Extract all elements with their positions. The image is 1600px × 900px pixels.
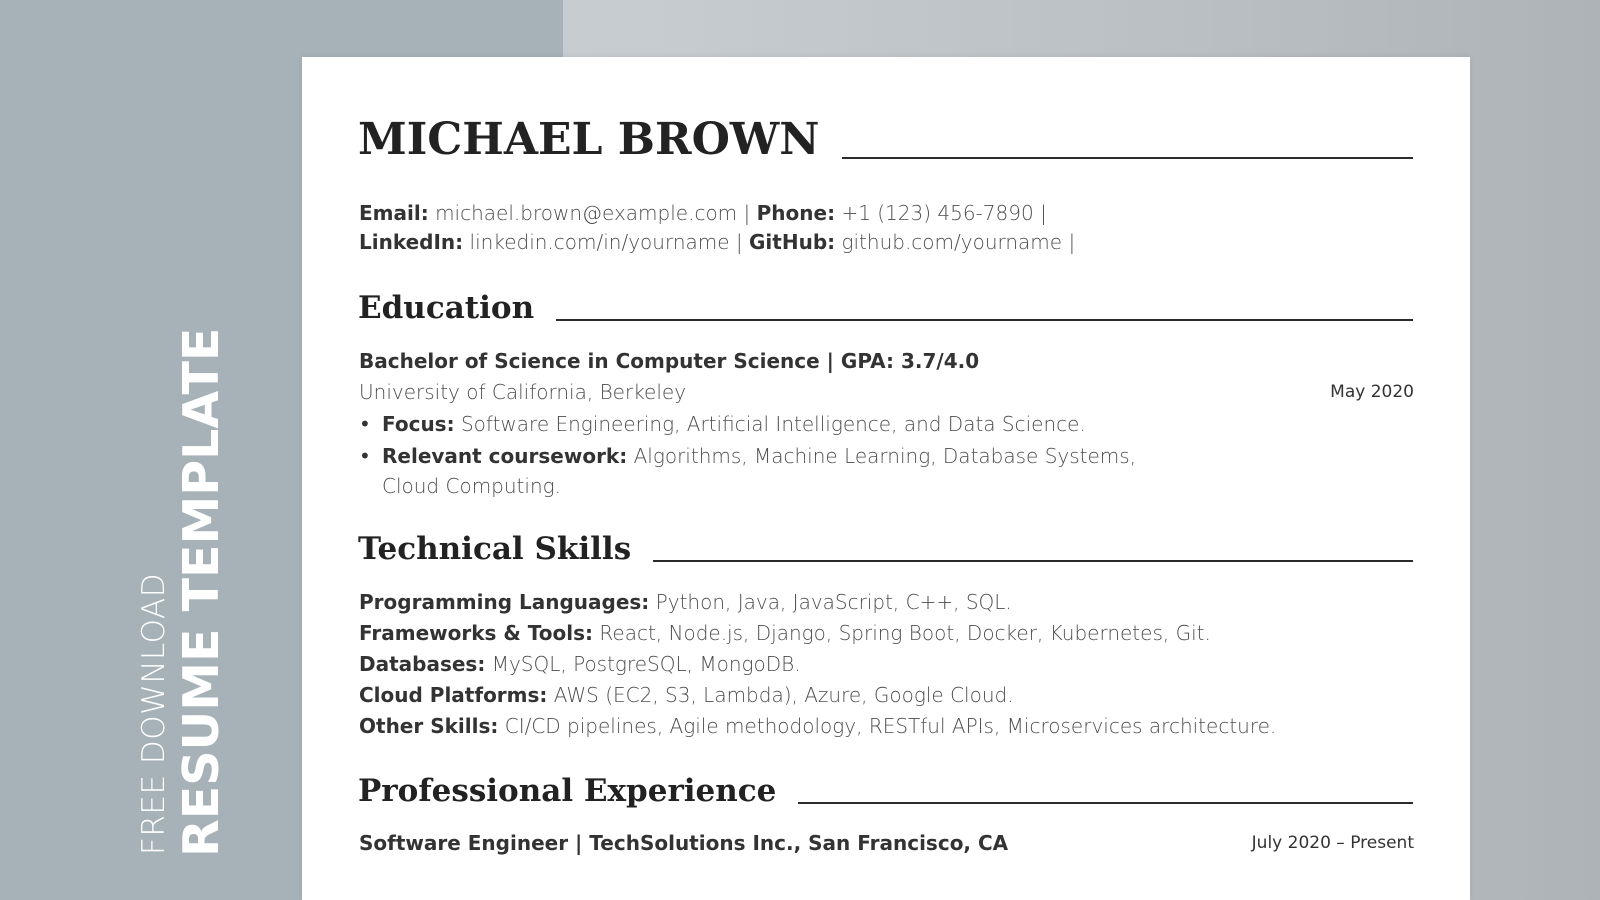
skill-label: Cloud Platforms: [359, 683, 548, 707]
separator: | [743, 201, 751, 225]
name-heading-row [358, 115, 1413, 165]
experience-role: Software Engineer | TechSolutions Inc., San Francisco, CA [359, 831, 1009, 855]
skill-label: Frameworks & Tools: [359, 621, 594, 645]
skill-line [359, 650, 801, 678]
bullet-dot: • [359, 444, 371, 468]
skill-text: AWS (EC2, S3, Lambda), Azure, Google Cloud. [553, 683, 1014, 707]
skill-line [359, 588, 1012, 616]
skills-divider [653, 560, 1413, 562]
skills-heading-row [358, 530, 1413, 568]
experience-heading-row [358, 772, 1413, 810]
contact-line-1 [359, 199, 1047, 227]
skills-title: Technical Skills [358, 531, 632, 567]
skill-line [359, 712, 1276, 740]
bullet-label: Focus: [382, 412, 455, 436]
education-date: May 2020 [1330, 382, 1414, 402]
education-school: University of California, Berkeley [359, 380, 687, 404]
vertical-banner [0, 0, 300, 900]
banner-resume-template: RESUME TEMPLATE [173, 327, 230, 857]
experience-title: Professional Experience [358, 773, 777, 809]
education-title: Education [358, 290, 535, 326]
experience-divider [798, 802, 1413, 804]
linkedin-label: LinkedIn: [359, 230, 464, 254]
experience-date: July 2020 – Present [1251, 833, 1414, 853]
github-value: github.com/yourname [841, 230, 1063, 254]
resume-page [302, 57, 1470, 900]
education-bullet-focus [359, 409, 1259, 439]
skill-text: CI/CD pipelines, Agile methodology, RESTful APIs, Microservices architecture. [504, 714, 1277, 738]
email-value: michael.brown@example.com [435, 201, 738, 225]
education-degree: Bachelor of Science in Computer Science | GPA: 3.7/4.0 [359, 349, 980, 373]
bullet-dot: • [359, 412, 371, 436]
skill-line [359, 619, 1211, 647]
banner-free-download: FREE DOWNLOAD [136, 572, 172, 855]
candidate-name: MICHAEL BROWN [358, 114, 820, 165]
skill-text: MySQL, PostgreSQL, MongoDB. [491, 652, 801, 676]
education-divider [556, 319, 1413, 321]
separator: | [1040, 201, 1047, 225]
skill-label: Other Skills: [359, 714, 499, 738]
skill-line [359, 681, 1014, 709]
email-label: Email: [359, 201, 429, 225]
skill-text: React, Node.js, Django, Spring Boot, Docker, Kubernetes, Git. [599, 621, 1211, 645]
bullet-label: Relevant coursework: [382, 444, 628, 468]
education-heading-row [358, 289, 1413, 327]
skill-label: Programming Languages: [359, 590, 650, 614]
separator: | [1068, 230, 1076, 254]
skill-text: Python, Java, JavaScript, C++, SQL. [655, 590, 1012, 614]
name-divider [842, 157, 1413, 159]
phone-value: +1 (123) 456-7890 [841, 201, 1034, 225]
github-label: GitHub: [749, 230, 836, 254]
bullet-text: Software Engineering, Artificial Intelligence, and Data Science. [460, 412, 1086, 436]
linkedin-value: linkedin.com/in/yourname [469, 230, 730, 254]
education-bullet-coursework [359, 441, 1159, 501]
phone-label: Phone: [756, 201, 836, 225]
contact-line-2 [359, 228, 1075, 256]
separator: | [735, 230, 743, 254]
bullet-text: Algorithms, Machine Learning, Database Systems, Cloud Computing. [382, 444, 1137, 498]
skill-label: Databases: [359, 652, 486, 676]
